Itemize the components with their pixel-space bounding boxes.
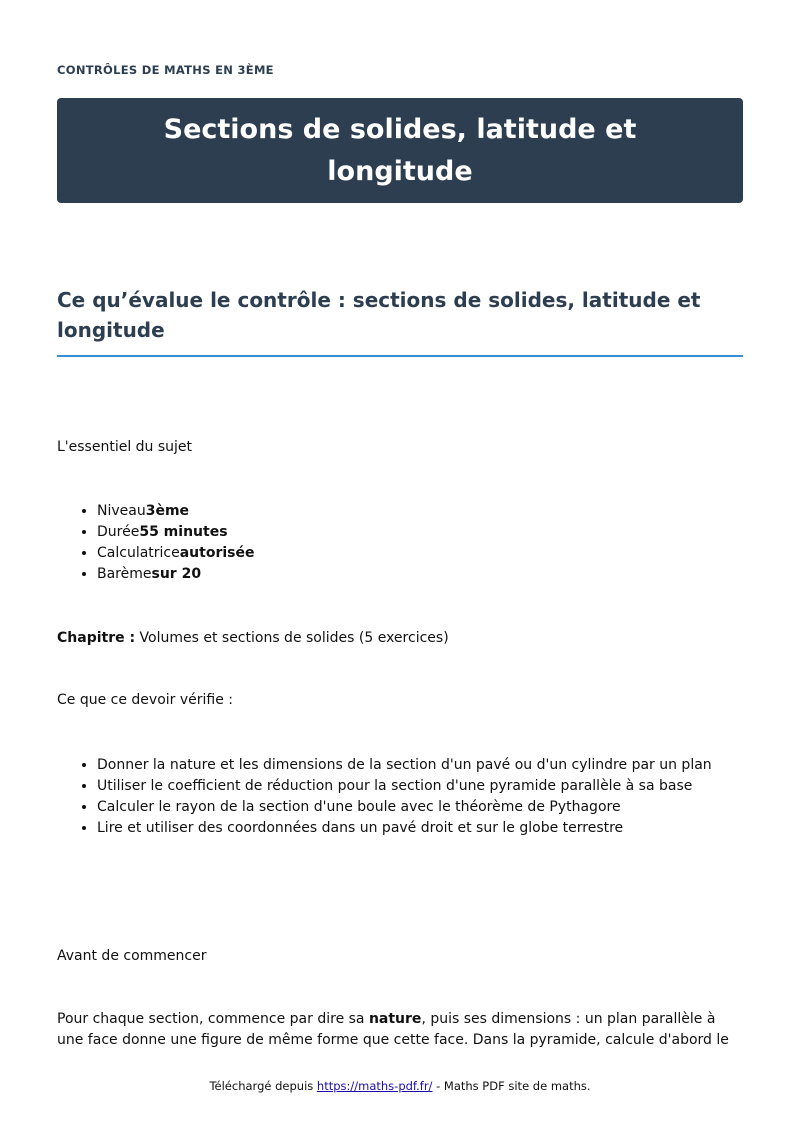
footer-suffix: - Maths PDF site de maths.	[432, 1079, 591, 1093]
essentials-value: sur 20	[151, 566, 202, 582]
essentials-label: Calculatrice	[97, 545, 180, 561]
list-item	[97, 522, 255, 543]
list-item: • Lire et utiliser des coordonnées dans un pavé droit et sur le globe terrestre	[97, 818, 712, 839]
chapter-line	[57, 628, 449, 649]
before-text-end: , puis ses dimensions : un plan parallèle à une face donne une figure de même forme que cette face. Dans la pyramide, calcule d'abord le	[57, 1011, 729, 1048]
before-bold: nature	[368, 1011, 422, 1027]
page-kicker: CONTRÔLES DE MATHS EN 3ÈME	[57, 63, 274, 77]
list-item: • Donner la nature et les dimensions de la section d'un pavé ou d'un cylindre par un plan	[97, 755, 712, 776]
essentials-label: Durée	[97, 524, 140, 540]
essentials-intro: L'essentiel du sujet	[57, 439, 193, 455]
footer-link[interactable]: https://maths-pdf.fr/	[316, 1079, 433, 1093]
list-item	[97, 501, 255, 522]
list-item: • Calculer le rayon de la section d'une boule avec le théorème de Pythagore	[97, 797, 712, 818]
list-item	[97, 543, 255, 564]
essentials-label: Niveau	[97, 503, 146, 519]
essentials-list	[57, 501, 255, 585]
essentials-value: 55 minutes	[139, 524, 228, 540]
page-footer	[0, 1079, 800, 1093]
page-title: Sections de solides, latitude et longitude	[163, 113, 637, 187]
before-text-start: Pour chaque section, commence par dire sa	[57, 1011, 369, 1027]
chapter-text: Volumes et sections de solides (5 exercices)	[135, 630, 449, 646]
essentials-label: Barème	[97, 566, 152, 582]
list-item	[97, 564, 255, 585]
chapter-label: Chapitre :	[57, 630, 136, 646]
title-banner	[57, 98, 743, 203]
list-item: • Utiliser le coefficient de réduction pour la section d'une pyramide parallèle à sa base	[97, 776, 712, 797]
checks-intro: Ce que ce devoir vérifie :	[57, 692, 234, 708]
footer-prefix: Téléchargé depuis	[209, 1079, 317, 1093]
essentials-value: autorisée	[179, 545, 255, 561]
before-paragraph	[57, 1009, 743, 1051]
essentials-value: 3ème	[145, 503, 190, 519]
section-heading: Ce qu’évalue le contrôle : sections de solides, latitude et longitude	[57, 285, 743, 357]
before-heading: Avant de commencer	[57, 948, 207, 964]
checks-list	[57, 755, 712, 839]
